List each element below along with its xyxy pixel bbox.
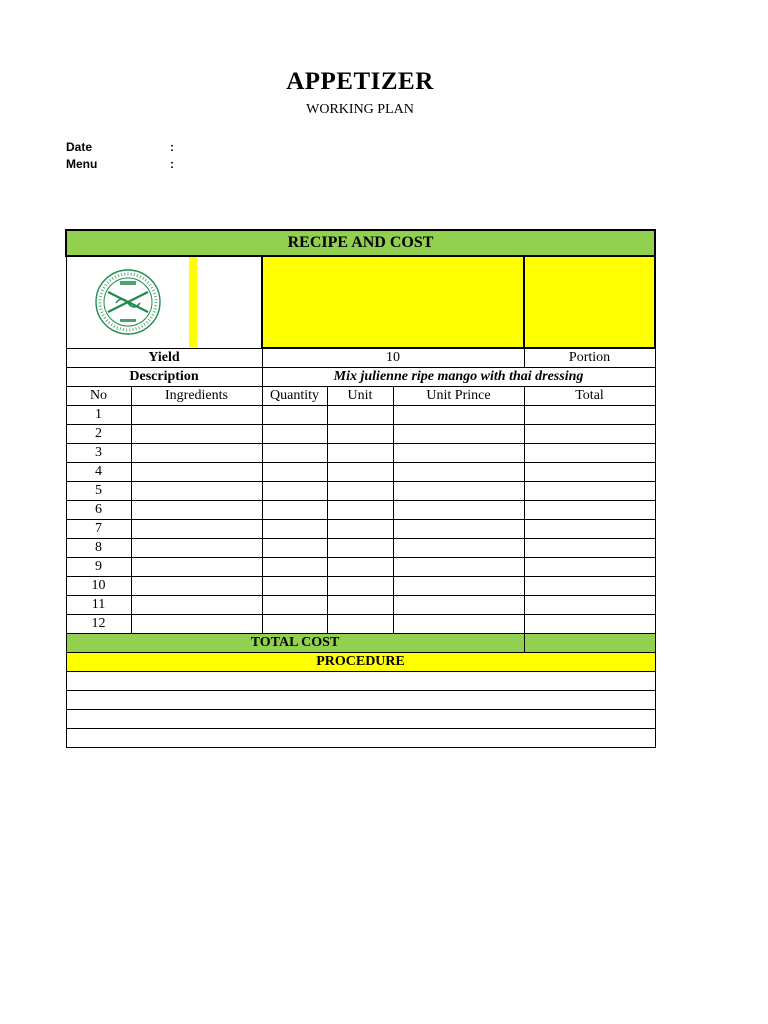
quantity-cell[interactable] — [262, 520, 327, 539]
unit-cell[interactable] — [327, 577, 393, 596]
total-cell[interactable] — [524, 520, 655, 539]
unit-price-cell[interactable] — [393, 425, 524, 444]
column-header-total: Total — [524, 387, 655, 406]
procedure-row — [66, 672, 655, 691]
unit-price-cell[interactable] — [393, 577, 524, 596]
row-number: 5 — [66, 482, 131, 501]
total-cell[interactable] — [524, 406, 655, 425]
recipe-cost-table — [65, 229, 656, 748]
column-header-no: No — [66, 387, 131, 406]
total-cell[interactable] — [524, 463, 655, 482]
unit-cell[interactable] — [327, 558, 393, 577]
procedure-row — [66, 729, 655, 748]
total-cell[interactable] — [524, 577, 655, 596]
ingredient-cell[interactable] — [131, 539, 262, 558]
ingredient-row — [66, 501, 655, 520]
quantity-cell[interactable] — [262, 577, 327, 596]
menu-row — [66, 157, 174, 171]
unit-price-cell[interactable] — [393, 444, 524, 463]
row-number: 2 — [66, 425, 131, 444]
ingredient-cell[interactable] — [131, 520, 262, 539]
total-cell[interactable] — [524, 444, 655, 463]
yield-label: Yield — [66, 348, 262, 368]
unit-cell[interactable] — [327, 501, 393, 520]
document-subtitle: WORKING PLAN — [306, 102, 414, 117]
ingredient-cell[interactable] — [131, 482, 262, 501]
unit-cell[interactable] — [327, 406, 393, 425]
ingredient-row — [66, 558, 655, 577]
unit-cell[interactable] — [327, 444, 393, 463]
unit-price-cell[interactable] — [393, 406, 524, 425]
ingredient-cell[interactable] — [131, 444, 262, 463]
ingredient-row — [66, 596, 655, 615]
row-number: 9 — [66, 558, 131, 577]
yield-value: 10 — [262, 348, 524, 368]
total-cost-value[interactable] — [524, 634, 655, 653]
procedure-step-cell[interactable] — [66, 710, 655, 729]
row-number: 12 — [66, 615, 131, 634]
row-number: 8 — [66, 539, 131, 558]
unit-price-cell[interactable] — [393, 482, 524, 501]
ingredient-cell[interactable] — [131, 615, 262, 634]
ingredient-row — [66, 444, 655, 463]
unit-cell[interactable] — [327, 482, 393, 501]
unit-price-cell[interactable] — [393, 596, 524, 615]
unit-cell[interactable] — [327, 425, 393, 444]
procedure-header-row — [66, 653, 655, 672]
unit-price-cell[interactable] — [393, 615, 524, 634]
total-cell[interactable] — [524, 615, 655, 634]
logo-cell — [66, 256, 262, 348]
quantity-cell[interactable] — [262, 596, 327, 615]
ingredient-row — [66, 520, 655, 539]
unit-price-cell[interactable] — [393, 501, 524, 520]
procedure-step-cell[interactable] — [66, 672, 655, 691]
ingredient-cell[interactable] — [131, 406, 262, 425]
unit-price-cell[interactable] — [393, 539, 524, 558]
unit-price-cell[interactable] — [393, 520, 524, 539]
menu-label: Menu — [66, 157, 98, 171]
total-cell[interactable] — [524, 558, 655, 577]
row-number: 10 — [66, 577, 131, 596]
ingredient-row — [66, 463, 655, 482]
procedure-row — [66, 691, 655, 710]
row-number: 6 — [66, 501, 131, 520]
quantity-cell[interactable] — [262, 425, 327, 444]
unit-cell[interactable] — [327, 463, 393, 482]
document-title: APPETIZER — [286, 68, 434, 95]
quantity-cell[interactable] — [262, 406, 327, 425]
row-number: 4 — [66, 463, 131, 482]
unit-price-cell[interactable] — [393, 558, 524, 577]
row-number: 1 — [66, 406, 131, 425]
ingredient-row — [66, 615, 655, 634]
culinary-school-seal-logo-icon — [86, 267, 170, 337]
unit-cell[interactable] — [327, 615, 393, 634]
quantity-cell[interactable] — [262, 615, 327, 634]
total-cell[interactable] — [524, 596, 655, 615]
unit-cell[interactable] — [327, 539, 393, 558]
column-header-ingredients: Ingredients — [131, 387, 262, 406]
date-label: Date — [66, 140, 93, 154]
procedure-step-cell[interactable] — [66, 729, 655, 748]
yield-unit: Portion — [524, 348, 655, 368]
quantity-cell[interactable] — [262, 482, 327, 501]
procedure-step-cell[interactable] — [66, 691, 655, 710]
logo-wrap — [67, 257, 189, 347]
description-value: Mix julienne ripe mango with thai dressing — [262, 368, 655, 387]
total-cell[interactable] — [524, 539, 655, 558]
column-header-unit-price: Unit Prince — [393, 387, 524, 406]
quantity-cell[interactable] — [262, 501, 327, 520]
column-header-quantity: Quantity — [262, 387, 327, 406]
date-colon: : — [170, 140, 174, 154]
ingredient-cell[interactable] — [131, 425, 262, 444]
quantity-cell[interactable] — [262, 539, 327, 558]
ingredient-row — [66, 482, 655, 501]
total-cost-label: TOTAL COST — [66, 634, 524, 653]
procedure-row — [66, 710, 655, 729]
ingredient-cell[interactable] — [131, 501, 262, 520]
unit-cell[interactable] — [327, 596, 393, 615]
row-number: 3 — [66, 444, 131, 463]
unit-price-cell[interactable] — [393, 463, 524, 482]
row-number: 7 — [66, 520, 131, 539]
quantity-cell[interactable] — [262, 444, 327, 463]
total-cell[interactable] — [524, 482, 655, 501]
ingredient-cell[interactable] — [131, 596, 262, 615]
column-header-unit: Unit — [327, 387, 393, 406]
recipe-photo-area — [262, 256, 524, 348]
total-cell[interactable] — [524, 425, 655, 444]
total-cost-row — [66, 634, 655, 653]
ingredient-cell[interactable] — [131, 463, 262, 482]
total-cell[interactable] — [524, 501, 655, 520]
row-number: 11 — [66, 596, 131, 615]
recipe-note-area — [524, 256, 655, 348]
ingredient-row — [66, 425, 655, 444]
date-row — [66, 140, 174, 154]
unit-cell[interactable] — [327, 520, 393, 539]
menu-colon: : — [170, 157, 174, 171]
quantity-cell[interactable] — [262, 558, 327, 577]
ingredient-row — [66, 539, 655, 558]
ingredient-row — [66, 577, 655, 596]
procedure-label: PROCEDURE — [66, 653, 655, 672]
ingredient-cell[interactable] — [131, 577, 262, 596]
quantity-cell[interactable] — [262, 463, 327, 482]
ingredient-row — [66, 406, 655, 425]
description-label: Description — [66, 368, 262, 387]
ingredient-cell[interactable] — [131, 558, 262, 577]
recipe-cost-heading: RECIPE AND COST — [66, 230, 655, 256]
